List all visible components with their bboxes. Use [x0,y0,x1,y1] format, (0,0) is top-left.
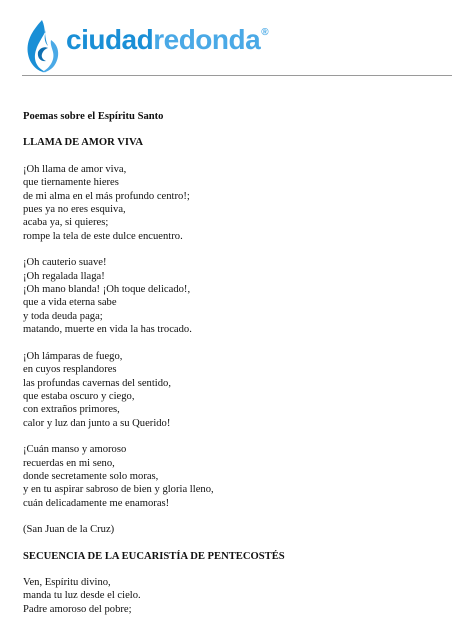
poem-line: de mi alma en el más profundo centro!; [23,190,190,202]
poem-line: calor y luz dan junto a su Querido! [23,417,171,429]
poem-line: ¡Oh regalada llaga! [23,270,105,282]
document-title: Poemas sobre el Espíritu Santo [23,111,164,122]
brand-logo-text[interactable] [66,26,268,54]
document-body [23,110,453,629]
poem-title: LLAMA DE AMOR VIVA [23,137,143,149]
poem-line: Ven, Espíritu divino, [23,576,111,588]
poem-line: que estaba oscuro y ciego, [23,390,135,402]
poem-line: ¡Oh lámparas de fuego, [23,350,123,362]
poem-line: donde secretamente solo moras, [23,470,159,482]
poem-line: cuán delicadamente me enamoras! [23,497,170,509]
stanza-3 [23,350,453,430]
poem-line: con extraños primores, [23,404,120,416]
stanza-1 [23,163,453,243]
header-divider [22,75,452,76]
brand-name-part2: redonda [153,24,261,55]
brand-name-part1: ciudad [66,24,154,55]
poem-line: recuerdas en mi seno, [23,457,115,469]
poem-line: las profundas cavernas del sentido, [23,377,171,389]
poem-line: en cuyos resplandores [23,364,117,376]
poem-line: Padre amoroso del pobre; [23,603,132,615]
poem-line: manda tu luz desde el cielo. [23,590,141,602]
site-header [0,0,474,76]
poem-line: rompe la tela de este dulce encuentro. [23,230,183,242]
sequence-title: SECUENCIA DE LA EUCARISTÍA DE PENTECOSTÉS [23,550,285,562]
poem-line: matando, muerte en vida la has trocado. [23,324,192,336]
flame-dove-icon [22,18,62,74]
poem-line: que tiernamente hieres [23,177,119,189]
stanza-2 [23,256,453,336]
stanza-4 [23,443,453,510]
poem-line: ¡Oh llama de amor viva, [23,163,127,175]
poem-line: y en tu aspirar sabroso de bien y gloria lleno, [23,484,214,496]
registered-mark: ® [261,27,269,38]
sequence-stanza-1 [23,576,453,616]
poem-line: ¡Cuán manso y amoroso [23,444,127,456]
poem-author-credit: (San Juan de la Cruz) [23,524,115,536]
poem-line: ¡Oh cauterio suave! [23,257,107,269]
poem-line: acaba ya, si quieres; [23,217,109,229]
poem-line: pues ya no eres esquiva, [23,204,126,216]
poem-line: que a vida eterna sabe [23,297,117,309]
poem-line: ¡Oh mano blanda! ¡Oh toque delicado!, [23,284,191,296]
poem-line: y toda deuda paga; [23,310,103,322]
